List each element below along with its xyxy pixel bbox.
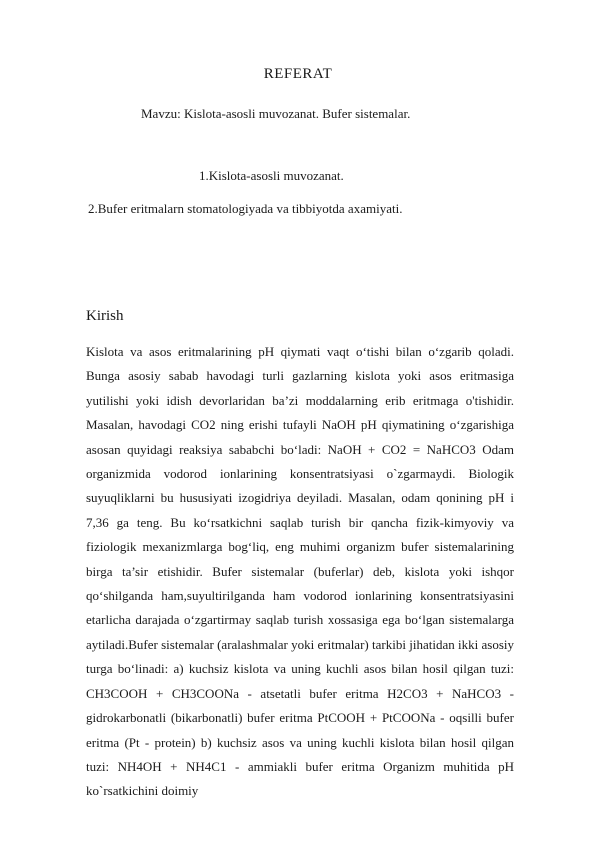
document-title: REFERAT <box>263 66 333 82</box>
plan-item: 2.Bufer eritmalarn stomatologiyada va tibbiyotda axamiyati. <box>88 201 403 216</box>
body-paragraph: Kislota va asos eritmalarining pH qiymati vaqt o‘tishi bilan o‘zgarib qoladi. Bunga asosiy sabab havodagi turli gazlarning kislota yoki asos eritmasiga yutilishi yoki idish devorlaridan ba’zi moddalarning erib eritmaga o'tishidir. Masalan, havodagi CO2 ning erishi tufayli NaOH pH qiymatining o‘zgarishiga asosan quyidagi reaksiya sababchi bo‘ladi: NaOH + CO2 = NaHCO3 Odam organizmida vodorod ionlarining konsentratsiyasi o`zgarmaydi. Biologik suyuqliklarni bu hususiyati izogidriya deyiladi. Masalan, odam qonining pH i 7,36 ga teng. Bu ko‘rsatkichni saqlab turish bir qancha fizik-kimyoviy va fiziologik mexanizmlarga bog‘liq, eng muhimi organizm bufer sistemalarining birga ta’sir etishidir. Bufer sistemalar (buferlar) deb, kislota yoki ishqor qo‘shilganda ham,suyultirilganda ham vodorod ionlarining konsentratsiyasini etarlicha darajada o‘zgartirmay saqlab turish xossasiga ega bo‘lgan sistemalarga aytiladi.Bufer sistemalar (aralashmalar yoki eritmalar) tarkibi jihatidan ikki asosiy turga bo‘linadi: a) kuchsiz kislota va uning kuchli asos bilan hosil qilgan tuzi: CH3COOH + CH3COONa - atsetatli bufer eritma H2CO3 + NaHCO3 - gidrokarbonatli (bikarbonatli) bufer eritma PtCOOH + PtCOONa - oqsilli bufer eritma (Pt - protein) b) kuchsiz asos va uning kuchli kislota bilan hosil qilgan tuzi: NH4OH + NH4C1 - ammiakli bufer eritma Organizm muhitida pH ko`rsatkichini doimiy <box>86 344 514 799</box>
document-subject: Mavzu: Kislota-asosli muvozanat. Bufer sistemalar. <box>141 106 411 121</box>
section-heading: Kirish <box>86 308 124 324</box>
plan-item: 1.Kislota-asosli muvozanat. <box>199 168 344 183</box>
